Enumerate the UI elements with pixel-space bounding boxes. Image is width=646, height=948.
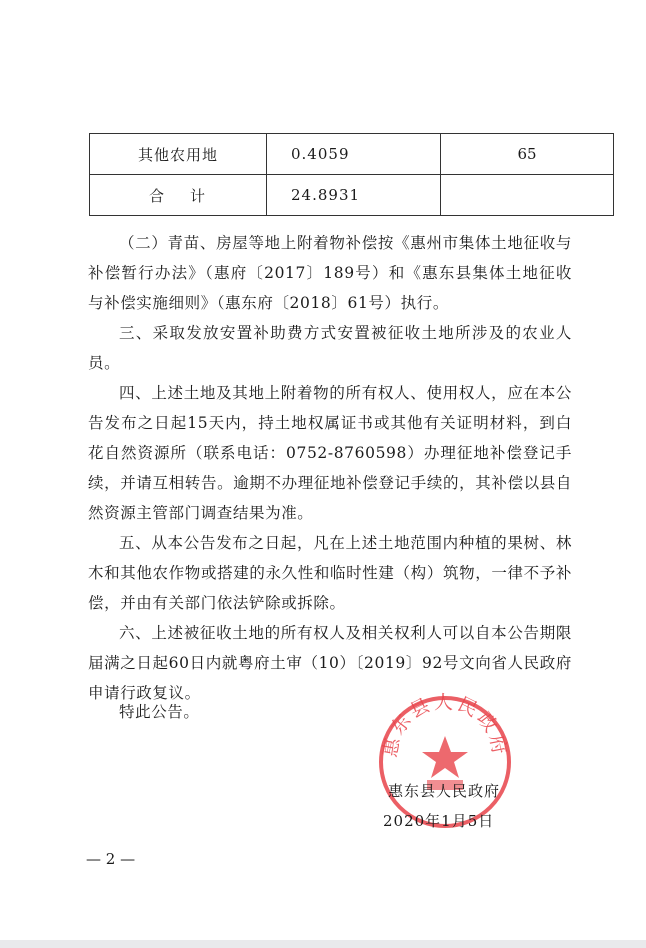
table-row bbox=[90, 175, 614, 216]
star-emblem bbox=[422, 736, 468, 778]
page-number: — 2 — bbox=[86, 850, 136, 868]
bottom-bar bbox=[0, 940, 646, 948]
paragraph-no-compensation: 五、从本公告发布之日起，凡在上述土地范围内种植的果树、林木和其他农作物或搭建的永久性和临时性建（构）筑物，一律不予补偿，并由有关部门依法铲除或拆除。 bbox=[88, 534, 572, 612]
total-price-cell bbox=[441, 175, 614, 216]
body-text bbox=[88, 228, 572, 708]
seal-text: 惠东县人民政府 bbox=[379, 692, 511, 759]
paragraph-reconsideration: 六、上述被征收土地的所有权人及相关权利人可以自本公告期限届满之日起60日内就粤府土审（10）〔2019〕92号文向省人民政府申请行政复议。 bbox=[88, 624, 572, 702]
table-row bbox=[90, 134, 614, 175]
closing-notice: 特此公告。 bbox=[119, 703, 200, 721]
paragraph-resettlement: 三、采取发放安置补助费方式安置被征收土地所涉及的农业人员。 bbox=[88, 324, 572, 372]
price-cell: 65 bbox=[441, 134, 614, 175]
land-type-cell: 其他农用地 bbox=[90, 134, 267, 175]
land-compensation-table bbox=[89, 133, 614, 216]
issue-date: 2020年1月5日 bbox=[383, 812, 495, 830]
signing-authority: 惠东县人民政府 bbox=[388, 782, 501, 800]
total-area-cell: 24.8931 bbox=[267, 175, 441, 216]
paragraph-registration: 四、上述土地及其地上附着物的所有权人、使用权人，应在本公告发布之日起15天内，持土地权属证书或其他有关证明材料，到白花自然资源所（联系电话：0752-8760598）办理征地补偿登记手续，并请互相转告。逾期不办理征地补偿登记手续的，其补偿以县自然资源主管部门调查结果为准。 bbox=[88, 384, 572, 522]
paragraph-attachment-compensation: （二）青苗、房屋等地上附着物补偿按《惠州市集体土地征收与补偿暂行办法》（惠府〔2017〕189号）和《惠东县集体土地征收与补偿实施细则》（惠东府〔2018〕61号）执行。 bbox=[88, 234, 572, 312]
area-cell: 0.4059 bbox=[267, 134, 441, 175]
total-label-cell: 合计 bbox=[90, 175, 267, 216]
